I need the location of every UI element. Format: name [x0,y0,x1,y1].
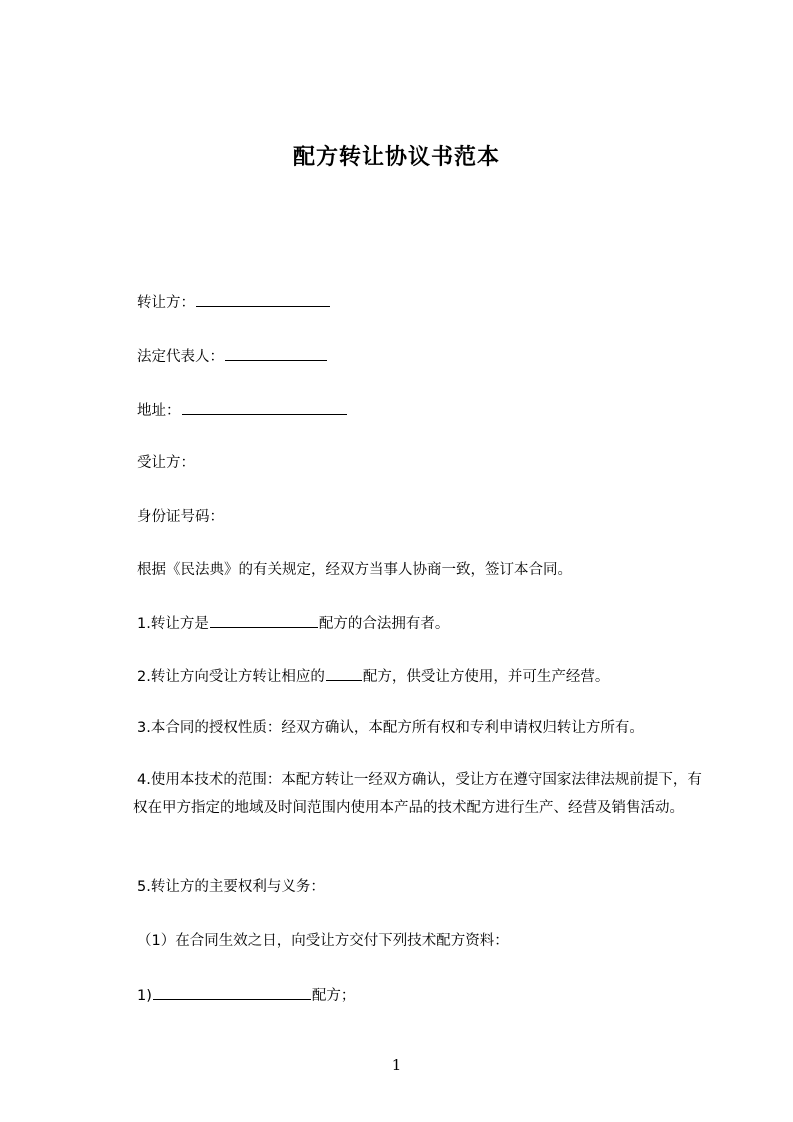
item-1-suffix: 配方的合法拥有者。 [318,616,450,632]
address-line [137,400,348,420]
item-3: 3.本合同的授权性质：经双方确认，本配方所有权和专利申请权归转让方所有。 [137,720,644,736]
legal-rep-label: 法定代表人： [137,349,224,365]
transferor-label: 转让方： [137,295,195,311]
item-2 [137,666,609,686]
id-number-line [137,508,224,526]
item-5-1-1 [137,985,355,1005]
transferee-label: 受让方： [137,455,195,471]
page-number: 1 [391,1056,402,1074]
item-5: 5.转让方的主要权利与义务： [137,879,325,895]
item-5-1-1-blank [153,985,311,1000]
legal-rep-line [137,346,328,366]
transferor-blank [196,292,330,307]
item-1 [137,613,449,633]
id-number-label: 身份证号码： [137,509,224,525]
document-title: 配方转让协议书范本 [292,145,500,170]
legal-rep-blank [225,346,327,361]
item-5-1-1-suffix: 配方； [311,988,356,1004]
transferor-line [137,292,331,312]
item-2-prefix: 2.转让方向受让方转让相应的 [137,669,325,685]
item-5-1: （1）在合同生效之日，向受让方交付下列技术配方资料： [137,933,509,949]
item-1-prefix: 1.转让方是 [137,616,209,632]
item-2-blank [326,666,362,681]
intro-paragraph: 根据《民法典》的有关规定，经双方当事人协商一致，签订本合同。 [137,562,572,578]
item-5-1-1-prefix: 1) [137,988,152,1004]
item-2-suffix: 配方，供受让方使用，并可生产经营。 [362,669,610,685]
item-1-blank [210,613,318,628]
address-label: 地址： [137,403,181,419]
transferee-line [137,454,195,472]
address-blank [182,400,347,415]
item-4: 4.使用本技术的范围：本配方转让一经双方确认，受让方在遵守国家法律法规前提下，有权在甲方指定的地域及时间范围内使用本产品的技术配方进行生产、经营及销售活动。 [133,772,702,816]
